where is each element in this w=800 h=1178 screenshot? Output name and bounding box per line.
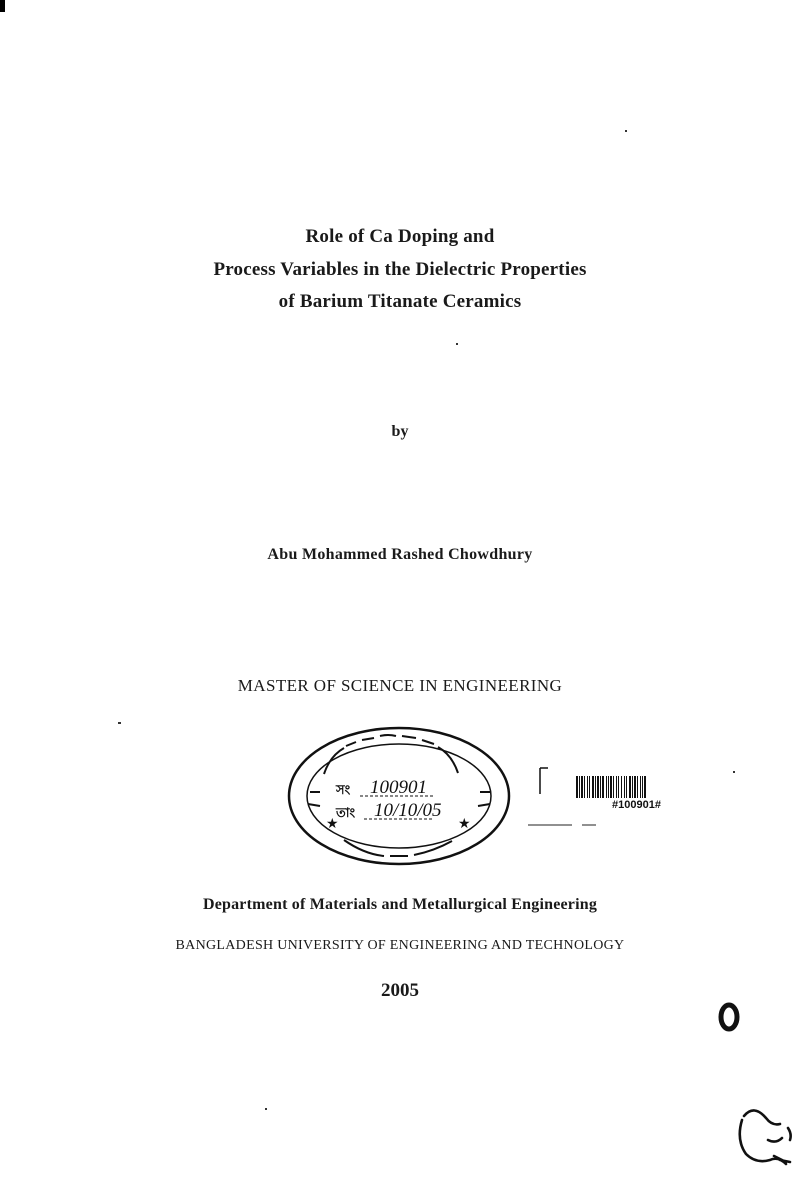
barcode-bar bbox=[587, 776, 588, 798]
svg-text:★: ★ bbox=[326, 816, 339, 832]
barcode-bar bbox=[595, 776, 596, 798]
barcode-bar bbox=[579, 776, 580, 798]
barcode bbox=[576, 776, 710, 798]
barcode-bar bbox=[616, 776, 617, 798]
barcode-label: #100901# bbox=[612, 799, 661, 811]
scan-speck bbox=[733, 771, 735, 773]
by-label: by bbox=[391, 423, 409, 440]
barcode-bar bbox=[581, 776, 583, 798]
barcode-bar bbox=[624, 776, 625, 798]
year: 2005 bbox=[381, 980, 419, 1001]
barcode-bar bbox=[634, 776, 636, 798]
scan-speck bbox=[118, 722, 121, 724]
barcode-bar bbox=[626, 776, 627, 798]
thesis-title-line-3: of Barium Titanate Ceramics bbox=[278, 291, 522, 312]
svg-text:★: ★ bbox=[458, 816, 471, 832]
stamp-date: 10/10/05 bbox=[374, 800, 442, 821]
barcode-bar bbox=[597, 776, 599, 798]
degree-title: MASTER OF SCIENCE IN ENGINEERING bbox=[237, 676, 563, 695]
handwritten-zero-mark bbox=[714, 998, 746, 1036]
barcode-bar bbox=[613, 776, 614, 798]
barcode-bar bbox=[632, 776, 633, 798]
scan-corner-mark bbox=[0, 0, 5, 12]
barcode-bar bbox=[600, 776, 601, 798]
barcode-bar bbox=[606, 776, 607, 798]
scan-dash-line bbox=[528, 822, 598, 828]
barcode-bar bbox=[644, 776, 646, 798]
scan-speck bbox=[456, 343, 458, 345]
stamp-accession-number: 100901 bbox=[370, 777, 427, 798]
thesis-title-line-1: Role of Ca Doping and bbox=[305, 226, 495, 247]
handwritten-signature bbox=[730, 1100, 800, 1170]
barcode-bar bbox=[608, 776, 609, 798]
barcode-bar bbox=[642, 776, 643, 798]
barcode-bar bbox=[576, 776, 578, 798]
barcode-bar bbox=[618, 776, 619, 798]
barcode-bar bbox=[610, 776, 612, 798]
barcode-bar bbox=[621, 776, 622, 798]
svg-text:তাং: তাং bbox=[336, 806, 356, 821]
barcode-bar bbox=[629, 776, 631, 798]
svg-text:সং: সং bbox=[336, 783, 351, 798]
author-name: Abu Mohammed Rashed Chowdhury bbox=[267, 546, 533, 563]
department-name: Department of Materials and Metallurgical Engineering bbox=[202, 896, 598, 913]
barcode-bar bbox=[584, 776, 585, 798]
barcode-bar bbox=[637, 776, 638, 798]
barcode-bar bbox=[592, 776, 594, 798]
thesis-title-line-2: Process Variables in the Dielectric Properties bbox=[213, 259, 587, 280]
university-name: BANGLADESH UNIVERSITY OF ENGINEERING AND TECHNOLOGY bbox=[175, 938, 625, 953]
barcode-bar bbox=[589, 776, 590, 798]
barcode-bar bbox=[602, 776, 604, 798]
barcode-bar bbox=[640, 776, 641, 798]
library-stamp bbox=[284, 722, 514, 870]
scan-bracket-mark bbox=[530, 766, 550, 796]
scan-speck bbox=[265, 1108, 267, 1110]
scan-speck bbox=[625, 130, 627, 132]
